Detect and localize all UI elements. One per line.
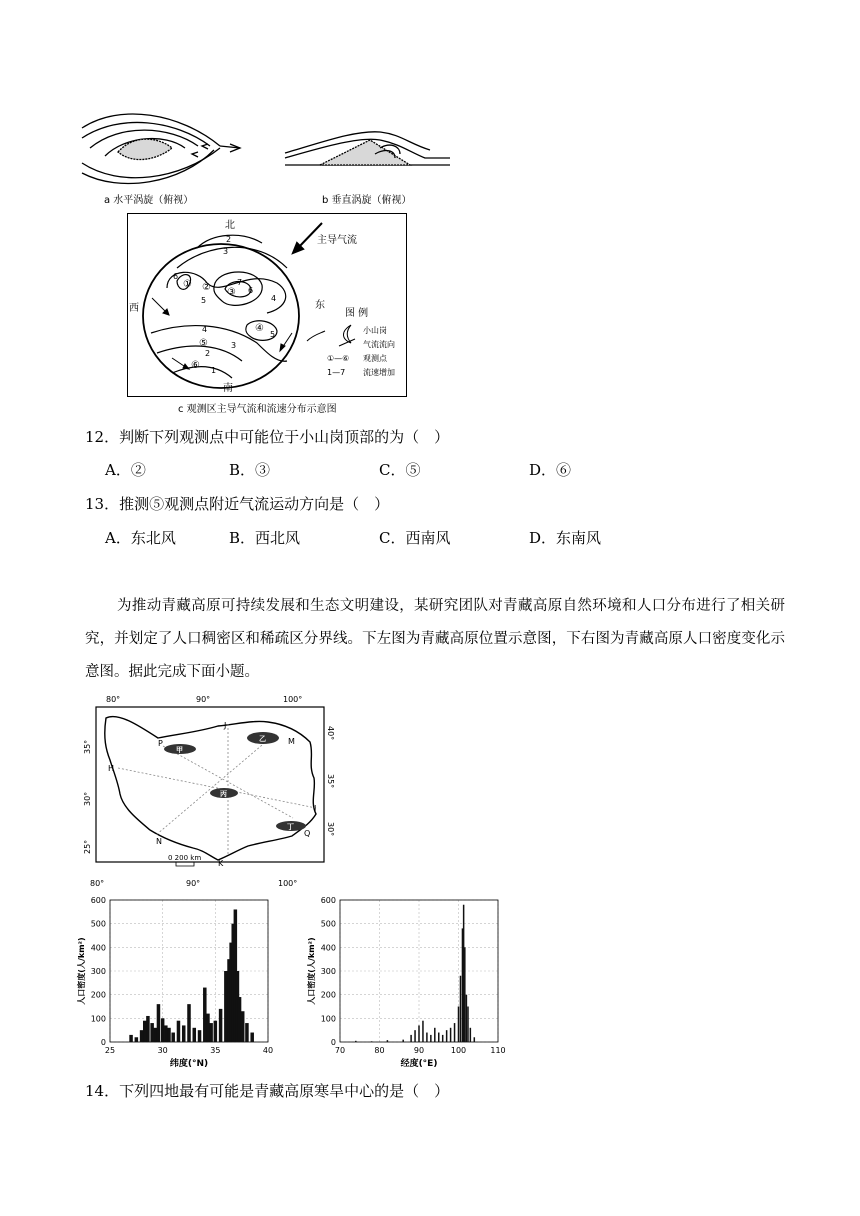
- bar: [198, 1030, 202, 1042]
- y-tick-label: 500: [90, 919, 106, 929]
- option-text: ③: [255, 461, 271, 479]
- x-axis-label: 纬度(°N): [169, 1059, 209, 1069]
- q13-option-b[interactable]: [229, 528, 300, 548]
- y-tick-label: 200: [320, 990, 336, 1000]
- legend-item-hill: 小山岗: [363, 326, 387, 335]
- passage: 为推动青藏高原可持续发展和生态文明建设，某研究团队对青藏高原自然环境和人口分布进行了相关研究，并划定了人口稠密区和稀疏区分界线。下左图为青藏高原位置示意图，下右图为青藏高原人口密度变化示意图。据此完成下面小题。: [85, 598, 785, 680]
- bar: [214, 1021, 218, 1042]
- east-label: 东: [315, 300, 325, 311]
- x-axis-label: 经度(°E): [400, 1059, 438, 1069]
- point-K: K: [218, 859, 224, 868]
- bar: [434, 1028, 436, 1042]
- observation-area-map: [127, 213, 407, 397]
- lon-bottom-90: 90°: [186, 879, 201, 888]
- contour-label: 5: [270, 330, 276, 339]
- option-label: D．: [529, 529, 557, 547]
- zone-yi: 乙: [259, 735, 266, 743]
- y-tick-label: 200: [90, 990, 106, 1000]
- legend-item-flow: 气流流向: [363, 340, 395, 349]
- y-tick-label: 100: [90, 1014, 106, 1024]
- y-tick-label: 600: [320, 896, 336, 905]
- x-tick-label: 30: [157, 1046, 168, 1055]
- bar: [146, 1016, 150, 1042]
- question-13: [85, 494, 389, 514]
- lon-top-80: 80°: [106, 695, 121, 704]
- lat-left-30: 30°: [83, 791, 92, 806]
- option-label: C．: [379, 461, 406, 479]
- lat-left-35: 35°: [83, 739, 92, 754]
- west-label: 西: [129, 303, 139, 314]
- main-flow-label: 主导气流: [317, 235, 357, 246]
- contour-label: 6: [248, 286, 254, 295]
- lon-top-90: 90°: [196, 695, 211, 704]
- question-text: 推测⑤观测点附近气流运动方向是（ ）: [119, 495, 390, 513]
- option-text: 西北风: [255, 529, 301, 547]
- bar: [157, 1004, 161, 1042]
- y-tick-label: 500: [320, 919, 336, 929]
- x-tick-label: 70: [334, 1046, 346, 1055]
- y-tick-label: 600: [90, 896, 106, 905]
- option-label: A．: [105, 461, 131, 479]
- bar: [182, 1025, 186, 1042]
- bar: [209, 1023, 213, 1042]
- point-5: ⑤: [199, 338, 208, 349]
- caption-b: b 垂直涡旋（俯视）: [322, 195, 412, 206]
- bar: [164, 1025, 168, 1042]
- x-tick-label: 100: [450, 1046, 467, 1055]
- point-2: ②: [202, 282, 211, 293]
- bar: [355, 1041, 357, 1042]
- bar: [458, 1007, 460, 1043]
- vortex-diagrams: [80, 108, 460, 188]
- point-4: ④: [255, 323, 264, 334]
- contour-label: 3: [231, 341, 237, 350]
- legend-key-speed: 1—7: [327, 368, 346, 377]
- bar: [187, 1004, 191, 1042]
- q13-option-c[interactable]: [379, 528, 451, 548]
- point-I: I: [314, 804, 317, 813]
- question-number: 14．: [85, 1082, 120, 1100]
- bar: [470, 1028, 472, 1042]
- q12-option-a[interactable]: [105, 460, 146, 480]
- lat-left-25: 25°: [83, 839, 92, 854]
- contour-label: 6: [173, 272, 179, 281]
- bar: [143, 1021, 147, 1042]
- question-text: 下列四地最有可能是青藏高原寒旱中心的是（ ）: [119, 1082, 450, 1100]
- y-axis-label: 人口密度(人/km²): [307, 937, 316, 1005]
- bar: [135, 1037, 139, 1042]
- question-number: 12．: [85, 428, 120, 446]
- bar: [418, 1025, 420, 1042]
- contour-label: 7: [237, 278, 243, 287]
- bar: [464, 947, 466, 1042]
- bar: [245, 1023, 249, 1042]
- contour-label: 1: [211, 366, 217, 375]
- bar: [129, 1035, 133, 1042]
- option-text: 东北风: [130, 529, 176, 547]
- y-tick-label: 0: [100, 1038, 106, 1047]
- point-J: J: [224, 721, 227, 730]
- y-tick-label: 0: [330, 1038, 336, 1047]
- point-N: N: [156, 837, 162, 846]
- bar: [410, 1035, 412, 1042]
- lon-bottom-80: 80°: [90, 879, 105, 888]
- north-label: 北: [225, 220, 235, 231]
- caption-a: a 水平涡旋（俯视）: [104, 195, 194, 206]
- lat-right-35: 35°: [326, 774, 335, 789]
- longitude-density-chart: [300, 892, 510, 1072]
- bar: [203, 988, 207, 1042]
- q13-option-d[interactable]: [529, 528, 601, 548]
- option-label: B．: [229, 461, 256, 479]
- plateau-map: [78, 690, 340, 890]
- bar: [414, 1030, 416, 1042]
- bar: [150, 1023, 154, 1042]
- bar: [446, 1030, 448, 1042]
- x-tick-label: 35: [210, 1046, 221, 1055]
- point-M: M: [288, 737, 295, 746]
- legend-key-points: ①—⑥: [327, 354, 350, 363]
- y-tick-label: 400: [90, 943, 106, 953]
- bar: [140, 1030, 144, 1042]
- point-6: ⑥: [191, 360, 200, 371]
- bar: [426, 1033, 428, 1042]
- q12-option-b[interactable]: [229, 460, 270, 480]
- option-label: A．: [105, 529, 131, 547]
- y-axis-label: 人口密度(人/km²): [77, 937, 86, 1005]
- option-text: ⑤: [405, 461, 421, 479]
- bar: [177, 1021, 181, 1042]
- bar: [219, 1009, 223, 1042]
- question-number: 13．: [85, 495, 120, 513]
- lon-top-100: 100°: [283, 695, 303, 704]
- bar: [460, 976, 462, 1042]
- x-tick-label: 25: [104, 1046, 116, 1055]
- bar: [250, 1033, 254, 1042]
- bar: [467, 1007, 469, 1043]
- y-tick-label: 100: [320, 1014, 336, 1024]
- x-tick-label: 90: [413, 1046, 425, 1055]
- option-label: C．: [379, 529, 406, 547]
- bar: [474, 1037, 476, 1042]
- bar: [438, 1033, 440, 1042]
- bar: [466, 995, 468, 1042]
- legend-item-speed: 流速增加: [363, 368, 395, 377]
- bar: [371, 1041, 373, 1042]
- x-tick-label: 40: [262, 1046, 274, 1055]
- x-tick-label: 110: [490, 1046, 506, 1055]
- bar: [387, 1040, 389, 1042]
- option-text: 西南风: [405, 529, 451, 547]
- point-H: H: [108, 764, 115, 773]
- bar: [402, 1040, 404, 1042]
- caption-c: c 观测区主导气流和流速分布示意图: [178, 404, 337, 415]
- legend-title: 图 例: [345, 308, 369, 319]
- bar: [422, 1021, 424, 1042]
- bar: [241, 1011, 245, 1042]
- point-P: P: [158, 739, 163, 748]
- zone-bing: 丙: [220, 790, 227, 798]
- option-label: D．: [529, 461, 557, 479]
- south-label: 南: [223, 383, 233, 394]
- bar: [171, 1033, 175, 1042]
- contour-label: 2: [226, 235, 232, 244]
- y-tick-label: 400: [320, 943, 336, 953]
- bar: [161, 1018, 165, 1042]
- point-3: ③: [227, 287, 236, 298]
- contour-label: 5: [201, 296, 207, 305]
- question-text: 判断下列观测点中可能位于小山岗顶部的为（ ）: [119, 428, 450, 446]
- zone-jia: 甲: [176, 746, 183, 754]
- lat-right-30: 30°: [326, 822, 335, 837]
- bar: [224, 971, 228, 1042]
- bar: [442, 1035, 444, 1042]
- contour-label: 2: [205, 349, 211, 358]
- question-14: [85, 1081, 449, 1101]
- point-Q: Q: [304, 829, 311, 838]
- latitude-density-chart: [70, 892, 280, 1072]
- bar: [167, 1028, 171, 1042]
- option-label: B．: [229, 529, 256, 547]
- option-text: 东南风: [556, 529, 602, 547]
- contour-label: 4: [271, 294, 277, 303]
- q12-option-d[interactable]: [529, 460, 571, 480]
- bar: [206, 1014, 210, 1042]
- bar: [154, 1028, 158, 1042]
- zone-ding: 丁: [287, 823, 294, 831]
- q13-option-a[interactable]: [105, 528, 176, 548]
- x-tick-label: 80: [374, 1046, 385, 1055]
- bar: [193, 1028, 197, 1042]
- option-text: ②: [130, 461, 146, 479]
- contour-label: 4: [202, 325, 208, 334]
- q12-option-c[interactable]: [379, 460, 421, 480]
- lat-right-40: 40°: [326, 726, 335, 741]
- option-text: ⑥: [556, 461, 572, 479]
- y-tick-label: 300: [320, 967, 336, 976]
- bar: [238, 997, 242, 1042]
- point-1: ①: [183, 279, 192, 290]
- legend-item-point: 观测点: [363, 354, 387, 363]
- bar: [450, 1028, 452, 1042]
- bar: [454, 1023, 456, 1042]
- lon-bottom-100: 100°: [278, 879, 298, 888]
- bar: [430, 1035, 432, 1042]
- contour-label: 3: [223, 247, 229, 256]
- scale-label: 0 200 km: [168, 854, 202, 862]
- y-tick-label: 300: [90, 967, 106, 976]
- question-12: [85, 427, 449, 447]
